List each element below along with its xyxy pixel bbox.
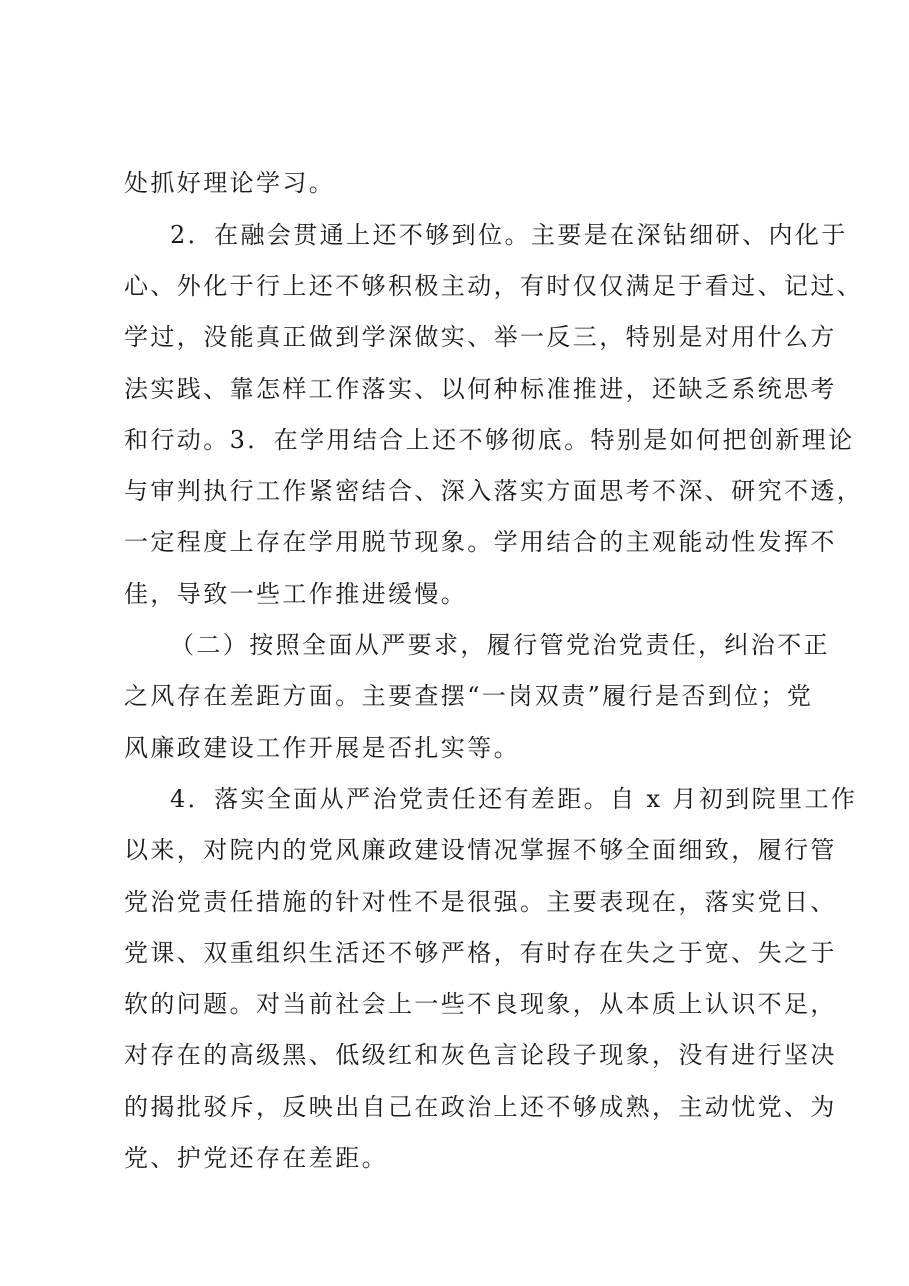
text-line: 的揭批驳斥，反映出自己在政治上还不够成熟，主动忧党、为 xyxy=(124,1093,837,1121)
text-line: 4．落实全面从严治党责任还有差距。自 x 月初到院里工作 xyxy=(170,785,858,813)
text-line: 党治党责任措施的针对性不是很强。主要表现在，落实党日、 xyxy=(124,888,837,916)
text-line: 之风存在差距方面。主要查摆“一岗双责”履行是否到位；党 xyxy=(124,682,814,710)
text-line: 对存在的高级黑、低级红和灰色言论段子现象，没有进行坚决 xyxy=(124,1041,837,1069)
text-line: 佳，导致一些工作推进缓慢。 xyxy=(124,580,468,608)
text-line: 党课、双重组织生活还不够严格，有时存在失之于宽、失之于 xyxy=(124,939,837,967)
text-line: 处抓好理论学习。 xyxy=(124,169,336,197)
text-line: 软的问题。对当前社会上一些不良现象，从本质上认识不足， xyxy=(124,990,837,1018)
text-line: （二）按照全面从严要求，履行管党治党责任，纠治不正 xyxy=(170,631,830,659)
text-line: 一定程度上存在学用脱节现象。学用结合的主观能动性发挥不 xyxy=(124,528,837,556)
text-line: 学过，没能真正做到学深做实、举一反三，特别是对用什么方 xyxy=(124,323,837,351)
text-line: 法实践、靠怎样工作落实、以何种标准推进，还缺乏系统思考 xyxy=(124,375,837,403)
text-line: 以来，对院内的党风廉政建设情况掌握不够全面细致，履行管 xyxy=(124,836,837,864)
text-line: 和行动。3．在学用结合上还不够彻底。特别是如何把创新理论 xyxy=(124,426,855,454)
text-line: 心、外化于行上还不够积极主动，有时仅仅满足于看过、记过、 xyxy=(124,272,864,300)
text-line: 风廉政建设工作开展是否扎实等。 xyxy=(124,734,520,762)
text-line: 与审判执行工作紧密结合、深入落实方面思考不深、研究不透， xyxy=(124,477,864,505)
text-line: 2．在融会贯通上还不够到位。主要是在深钻细研、内化于 xyxy=(170,221,848,249)
text-line: 党、护党还存在差距。 xyxy=(124,1144,388,1172)
